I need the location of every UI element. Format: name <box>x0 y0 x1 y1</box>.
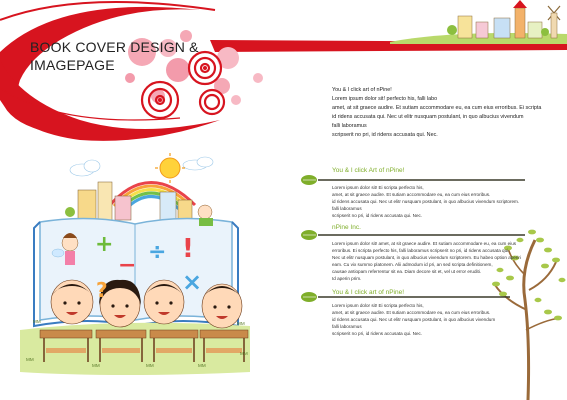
section-1-body <box>332 184 519 219</box>
section-3-body <box>332 302 495 337</box>
section-3-heading: You & I click art of nPine! <box>332 289 405 296</box>
minus-symbol: − <box>118 253 137 278</box>
title-line-1: BOOK COVER DESIGN & <box>30 39 199 55</box>
section-2-line: Id aperin prim. <box>332 276 362 282</box>
section-3-line: amet, at sit graece audire. Et sutiam accommodare eu, ea cum eius erroribus. <box>332 310 491 316</box>
section-2-line: Lorem ipsum dolor sit! amet, at sit graece audire. Et sutiam accommodare eu, ea cum eius <box>332 241 517 246</box>
intro-line: amet, at sit graece audire. Et sutiam accommodare eu, ea cum eius erroribus. Ei scripta <box>332 105 542 111</box>
section-3-line: falli laboramus <box>332 324 362 330</box>
section-1-line: scripserit no pri, id ridens accusata qui. Nec. <box>332 213 423 219</box>
section-2-body <box>332 240 521 283</box>
section-1-line: id ridens accusata qui. Nec ut elitr nusquam postulant, in quo albucius vivendum scriptorem. <box>332 199 520 205</box>
grass-mark: MM <box>146 363 154 368</box>
section-1-line: falli laboramus <box>332 206 362 212</box>
section-1-line: Lorem ipsum dolor sit! Ei scripta perfecto his, <box>332 185 424 190</box>
grass-mark: MM <box>240 351 248 356</box>
grass-mark: MM <box>198 363 206 368</box>
grass-mark: MM <box>92 363 100 368</box>
divide-symbol: ÷ <box>148 240 167 265</box>
section-3-line: scripserit no pri, id ridens accusata qui. Nec. <box>332 331 423 337</box>
section-3-line: id ridens accusata qui. Nec ut elitr nusquam postulant, in quo albucius vivendum <box>332 317 496 323</box>
times-symbol: × <box>182 268 203 296</box>
grass-mark: MM <box>26 357 34 362</box>
section-2-heading: nPine Inc. <box>332 224 361 231</box>
grass-mark: MM <box>237 321 245 326</box>
intro-line: scripserit no pri, id ridens accusata qui. Nec. <box>332 132 438 138</box>
section-1-line: amet, at sit graece audire. Et sutiam accommodare eu, ea cum eius erroribus. <box>332 192 491 198</box>
section-3-line: Lorem ipsum dolor sit! Ei scripta perfecto his, <box>332 303 424 308</box>
exclamation-symbol: ! <box>182 234 194 264</box>
intro-line: falli laboramus <box>332 123 367 129</box>
intro-block <box>332 86 541 140</box>
intro-line: id ridens accusata qui. Nec ut elitr nusquam postulant, in quo albucius vivendum <box>332 114 524 120</box>
grass-mark: MM <box>33 319 41 324</box>
question-symbol: ? <box>96 278 108 302</box>
section-1-heading: You & I click Art of nPine! <box>332 167 405 174</box>
section-2-line: eam. Cu vix summo platonem. Alii admodum id pri, an sed scripta definitionem, <box>332 262 493 268</box>
section-2-line: causae antiopam referrentur sit ea. Diam decore sit et, vel ut error eruditi. <box>332 269 482 275</box>
section-2-line: Nec ut elitr nusquam postulant, in quo albucius vivendum scriptorem. Eu habeo option aperiri <box>332 255 521 261</box>
section-2-line: erroribus. Ei scripta perfecto his, falli laboramus scripserit no pri, id ridens accusata qui. <box>332 248 510 254</box>
plus-symbol: + <box>95 232 114 257</box>
title-line-2: IMAGEPAGE <box>30 57 115 73</box>
intro-line: You & I click art of nPine! <box>332 87 392 93</box>
intro-line: Lorem ipsum dolor sit! perfecto his, falli labo <box>332 96 438 102</box>
